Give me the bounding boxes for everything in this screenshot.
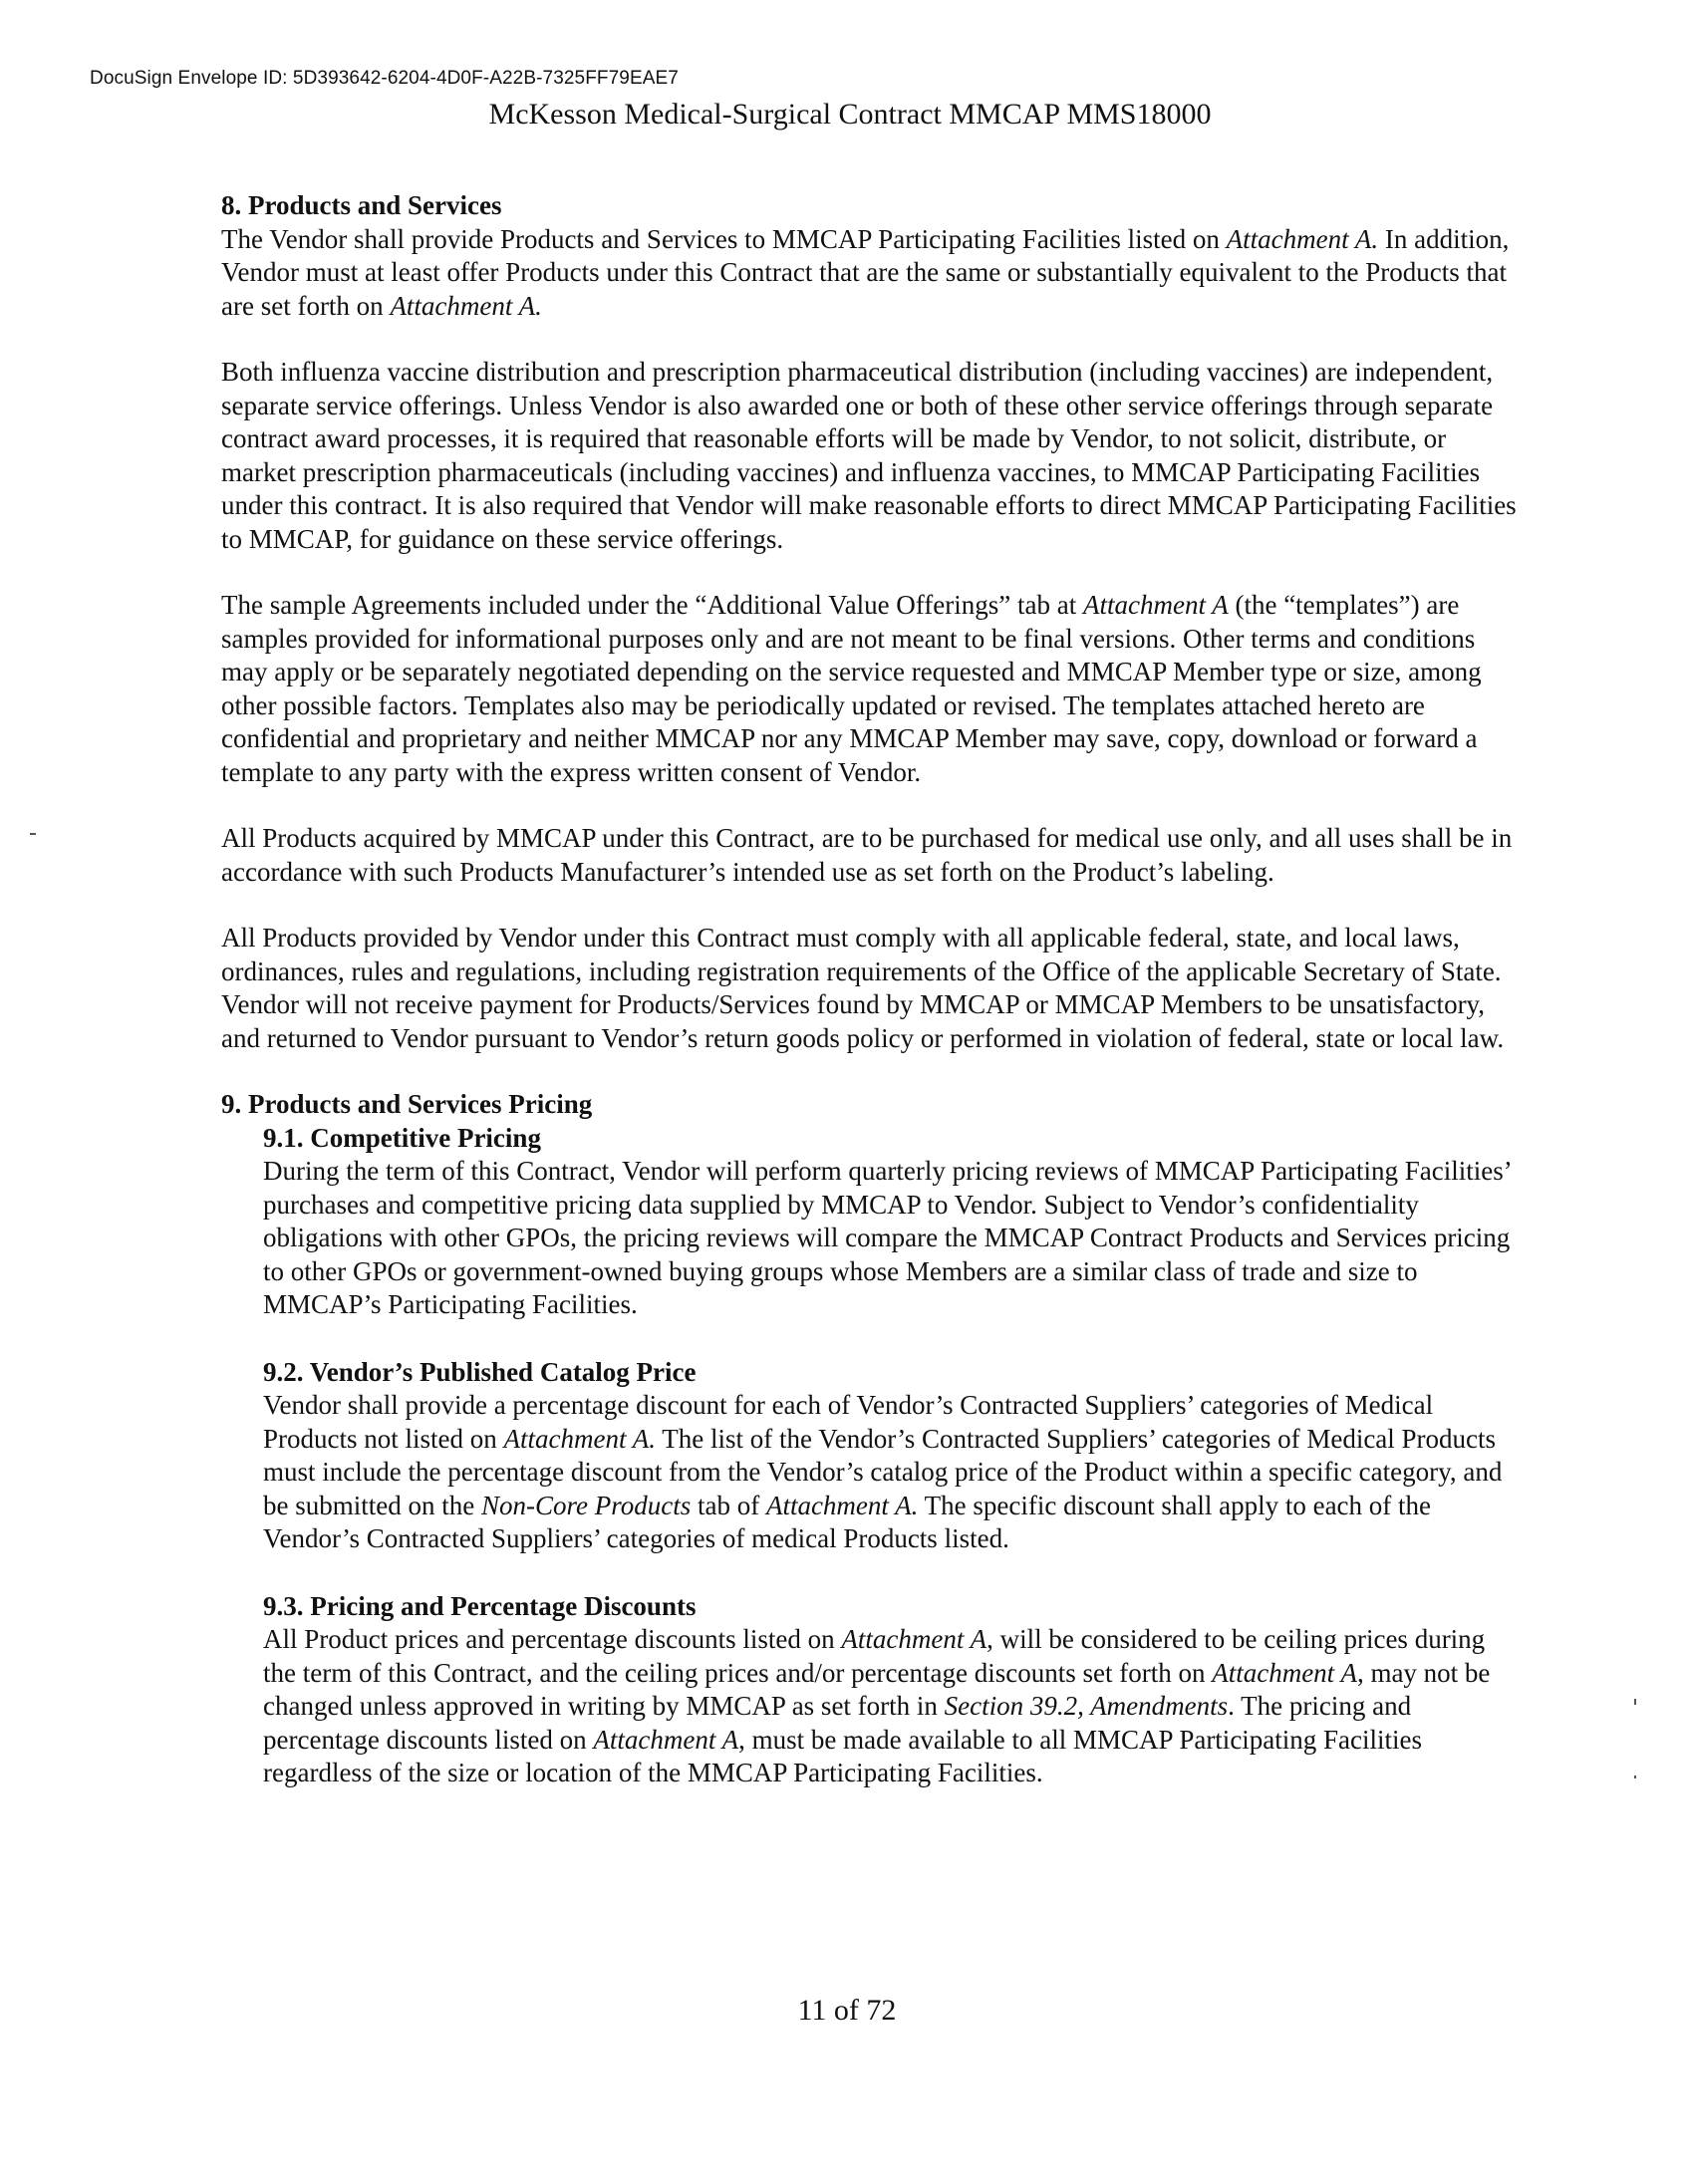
section-8-paragraph-2: Both influenza vaccine distribution and prescription pharmaceutical distribution (including vaccines) are independent, separate service offerings. Unless Vendor is also awarded one or both of these other service offerings through separate contract award processes, it is required that reasonable efforts will be made by Vendor, to not solicit, distribute, or market prescription pharmaceuticals (including vaccines) and influenza vaccines, to MMCAP Participating Facilities under this contract. It is also required that Vendor will make reasonable efforts to direct MMCAP Participating Facilities to MMCAP, for guidance on these service offerings. xyxy=(221,357,1517,554)
section-8-heading: 8. Products and Services xyxy=(221,190,502,220)
subsection-9-3-heading: 9.3. Pricing and Percentage Discounts xyxy=(263,1590,697,1621)
document-body xyxy=(221,189,1517,1790)
attachment-reference: Attachment A xyxy=(1212,1657,1357,1688)
attachment-reference: Attachment A. xyxy=(503,1423,656,1454)
subsection-9-2-text: Vendor shall provide a percentage discount for each of Vendor’s Contracted Suppliers’ categories of Medical Products not listed on Attachment A. The list of the Vendor’s Contracted Suppliers’ categories of Medical Products must include the percentage discount from the Vendor’s catalog price of the Product within a specific category, and be submitted on the Non-Core Products tab of Attachment A. The specific discount shall apply to each of the Vendor’s Contracted Suppliers’ categories of medical Products listed. xyxy=(263,1390,1503,1553)
attachment-reference: Attachment A xyxy=(841,1624,987,1654)
tab-reference: Non-Core Products xyxy=(480,1490,692,1520)
subsection-9-1-text: During the term of this Contract, Vendor will perform quarterly pricing reviews of MMCAP Participating Facilities’ purchases and competitive pricing data supplied by MMCAP to Vendor. Subject to Vendor’s confidentiality obligations with other GPOs, the pricing reviews will compare the MMCAP Contract Products and Services pricing to other GPOs or government-owned buying groups whose Members are a similar class of trade and size to MMCAP’s Participating Facilities. xyxy=(263,1156,1511,1319)
attachment-reference: Attachment A xyxy=(593,1724,739,1755)
scan-artifact-mark xyxy=(1634,1699,1636,1705)
attachment-reference: Attachment A. xyxy=(1226,223,1379,254)
section-8-paragraph-5: All Products provided by Vendor under this Contract must comply with all applicable federal, state, and local laws, ordinances, rules and regulations, including registration requirements of the Office of the applicable Secretary of State. Vendor will not receive payment for Products/Services found by MMCAP or MMCAP Members to be unsatisfactory, and returned to Vendor pursuant to Vendor’s return goods policy or performed in violation of federal, state or local law. xyxy=(221,923,1505,1053)
subsection-9-2-heading: 9.2. Vendor’s Published Catalog Price xyxy=(263,1356,697,1387)
attachment-reference: Attachment A. xyxy=(765,1490,919,1520)
section-8-paragraph-3: The sample Agreements included under the “Additional Value Offerings” tab at Attachment A (the “templates”) are samples provided for informational purposes only and are not meant to be final versions. Other terms and conditions may apply or be separately negotiated depending on the service requested and MMCAP Member type or size, among other possible factors. Templates also may be periodically updated or revised. The templates attached hereto are confidential and proprietary and neither MMCAP nor any MMCAP Member may save, copy, download or forward a template to any party with the express written consent of Vendor. xyxy=(221,590,1482,787)
scan-artifact-mark xyxy=(1634,1775,1636,1778)
scan-artifact-mark xyxy=(30,833,36,835)
subsection-9-1 xyxy=(263,1122,1517,1322)
section-9-heading: 9. Products and Services Pricing xyxy=(221,1089,593,1119)
page-number: 11 of 72 xyxy=(797,1994,897,2027)
attachment-reference: Attachment A xyxy=(1083,590,1229,620)
section-8-paragraph-4: All Products acquired by MMCAP under this Contract, are to be purchased for medical use only, and all uses shall be in accordance with such Products Manufacturer’s intended use as set forth on the Product’s labeling. xyxy=(221,823,1513,887)
subsection-9-1-heading: 9.1. Competitive Pricing xyxy=(263,1122,541,1153)
docusign-envelope-id: DocuSign Envelope ID: 5D393642-6204-4D0F-A22B-7325FF79EAE7 xyxy=(90,68,679,89)
section-reference: Section 39.2, Amendments xyxy=(944,1691,1229,1721)
subsection-9-3-text: All Product prices and percentage discounts listed on Attachment A, will be considered to be ceiling prices during the term of this Contract, and the ceiling prices and/or percentage discounts set forth on Attachment A, may not be changed unless approved in writing by MMCAP as set forth in Section 39.2, Amendments. The pricing and percentage discounts listed on Attachment A, must be made available to all MMCAP Participating Facilities regardless of the size or location of the MMCAP Participating Facilities. xyxy=(263,1624,1491,1787)
running-header-title: McKesson Medical-Surgical Contract MMCAP MMS18000 xyxy=(488,98,1212,131)
subsection-9-2 xyxy=(263,1356,1517,1556)
section-8-paragraph-1: The Vendor shall provide Products and Services to MMCAP Participating Facilities listed on Attachment A. In addition, Vendor must at least offer Products under this Contract that are the same or substantially equivalent to the Products that are set forth on Attachment A. xyxy=(221,223,1510,321)
attachment-reference: Attachment A. xyxy=(390,290,542,321)
subsection-9-3 xyxy=(263,1590,1517,1790)
